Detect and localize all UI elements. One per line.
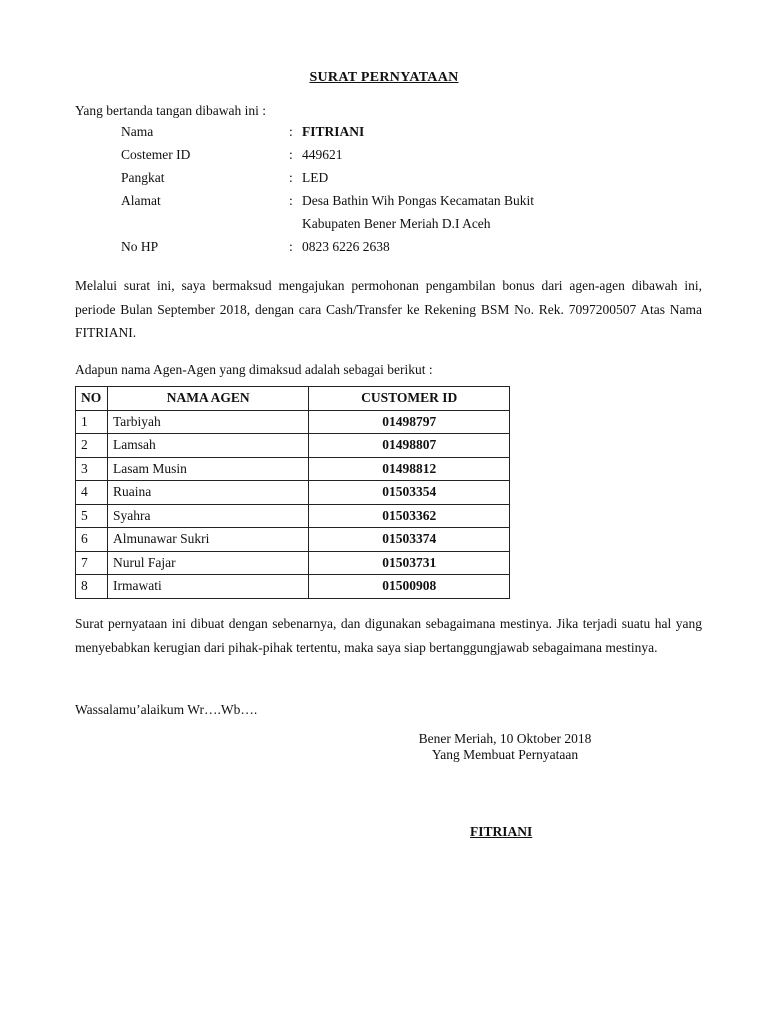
identity-label: No HP — [121, 239, 159, 254]
customer-id: 01498807 — [309, 434, 510, 458]
table-header-row — [76, 387, 510, 411]
agent-name: Lamsah — [107, 434, 308, 458]
identity-row-phone — [121, 237, 681, 257]
customer-id: 01503374 — [309, 528, 510, 552]
identity-colon: : — [289, 147, 293, 162]
identity-value: FITRIANI — [302, 124, 365, 139]
identity-label: Alamat — [121, 193, 161, 208]
customer-id: 01498797 — [309, 410, 510, 434]
signer-title: Yang Membuat Pernyataan — [431, 747, 579, 762]
header-agent-name: NAMA AGEN — [107, 387, 308, 411]
customer-id: 01503731 — [309, 551, 510, 575]
table-row — [76, 434, 510, 458]
table-row — [76, 457, 510, 481]
row-no: 4 — [76, 481, 108, 505]
table-row — [76, 504, 510, 528]
closing-greeting: Wassalamu’alaikum Wr….Wb…. — [75, 702, 258, 717]
table-row — [76, 528, 510, 552]
row-no: 6 — [76, 528, 108, 552]
identity-row-address-cont — [121, 214, 681, 234]
row-no: 8 — [76, 575, 108, 599]
identity-colon: : — [289, 170, 293, 185]
identity-value: 449621 — [302, 147, 343, 162]
identity-row-name — [121, 122, 681, 142]
customer-id: 01503362 — [309, 504, 510, 528]
identity-row-address — [121, 191, 681, 211]
document-title: SURAT PERNYATAAN — [309, 70, 459, 85]
identity-value: LED — [302, 170, 329, 185]
identity-value: Desa Bathin Wih Pongas Kecamatan Bukit — [302, 193, 535, 208]
row-no: 2 — [76, 434, 108, 458]
row-no: 3 — [76, 457, 108, 481]
table-row — [76, 575, 510, 599]
header-no: NO — [76, 387, 108, 411]
agents-table — [75, 386, 510, 599]
identity-label: Costemer ID — [121, 147, 191, 162]
identity-label: Pangkat — [121, 170, 165, 185]
intro-text: Yang bertanda tangan dibawah ini : — [75, 103, 266, 118]
statement-paragraph: Surat pernyataan ini dibuat dengan sebenarnya, dan digunakan sebagaimana mestinya. Jika terjadi suatu hal yang menyebabkan kerugian dari pihak-pihak tertentu, maka saya siap bertanggungjawab sebagaimana mestinya. — [75, 616, 702, 655]
row-no: 5 — [76, 504, 108, 528]
agent-name: Irmawati — [107, 575, 308, 599]
identity-value: 0823 6226 2638 — [302, 239, 390, 254]
identity-label: Nama — [121, 124, 154, 139]
place-date: Bener Meriah, 10 Oktober 2018 — [418, 731, 592, 746]
table-row — [76, 481, 510, 505]
identity-colon: : — [289, 193, 293, 208]
identity-value-continued: Kabupaten Bener Meriah D.I Aceh — [302, 216, 491, 231]
agent-name: Tarbiyah — [107, 410, 308, 434]
customer-id: 01498812 — [309, 457, 510, 481]
agent-name: Syahra — [107, 504, 308, 528]
request-paragraph: Melalui surat ini, saya bermaksud mengajukan permohonan pengambilan bonus dari agen-agen dibawah ini, periode Bulan September 2018, dengan cara Cash/Transfer ke Rekening BSM No. Rek. 7097200507 Atas Nama FITRIANI. — [75, 278, 702, 340]
table-row — [76, 410, 510, 434]
identity-row-customer-id — [121, 145, 681, 165]
agent-name: Nurul Fajar — [107, 551, 308, 575]
header-customer-id: CUSTOMER ID — [309, 387, 510, 411]
customer-id: 01503354 — [309, 481, 510, 505]
table-row — [76, 551, 510, 575]
identity-colon: : — [289, 239, 293, 254]
customer-id: 01500908 — [309, 575, 510, 599]
row-no: 7 — [76, 551, 108, 575]
row-no: 1 — [76, 410, 108, 434]
agent-name: Almunawar Sukri — [107, 528, 308, 552]
table-intro: Adapun nama Agen-Agen yang dimaksud adalah sebagai berikut : — [75, 362, 433, 377]
signer-name: FITRIANI — [470, 824, 533, 839]
agent-name: Ruaina — [107, 481, 308, 505]
identity-colon: : — [289, 124, 293, 139]
agent-name: Lasam Musin — [107, 457, 308, 481]
identity-row-rank — [121, 168, 681, 188]
